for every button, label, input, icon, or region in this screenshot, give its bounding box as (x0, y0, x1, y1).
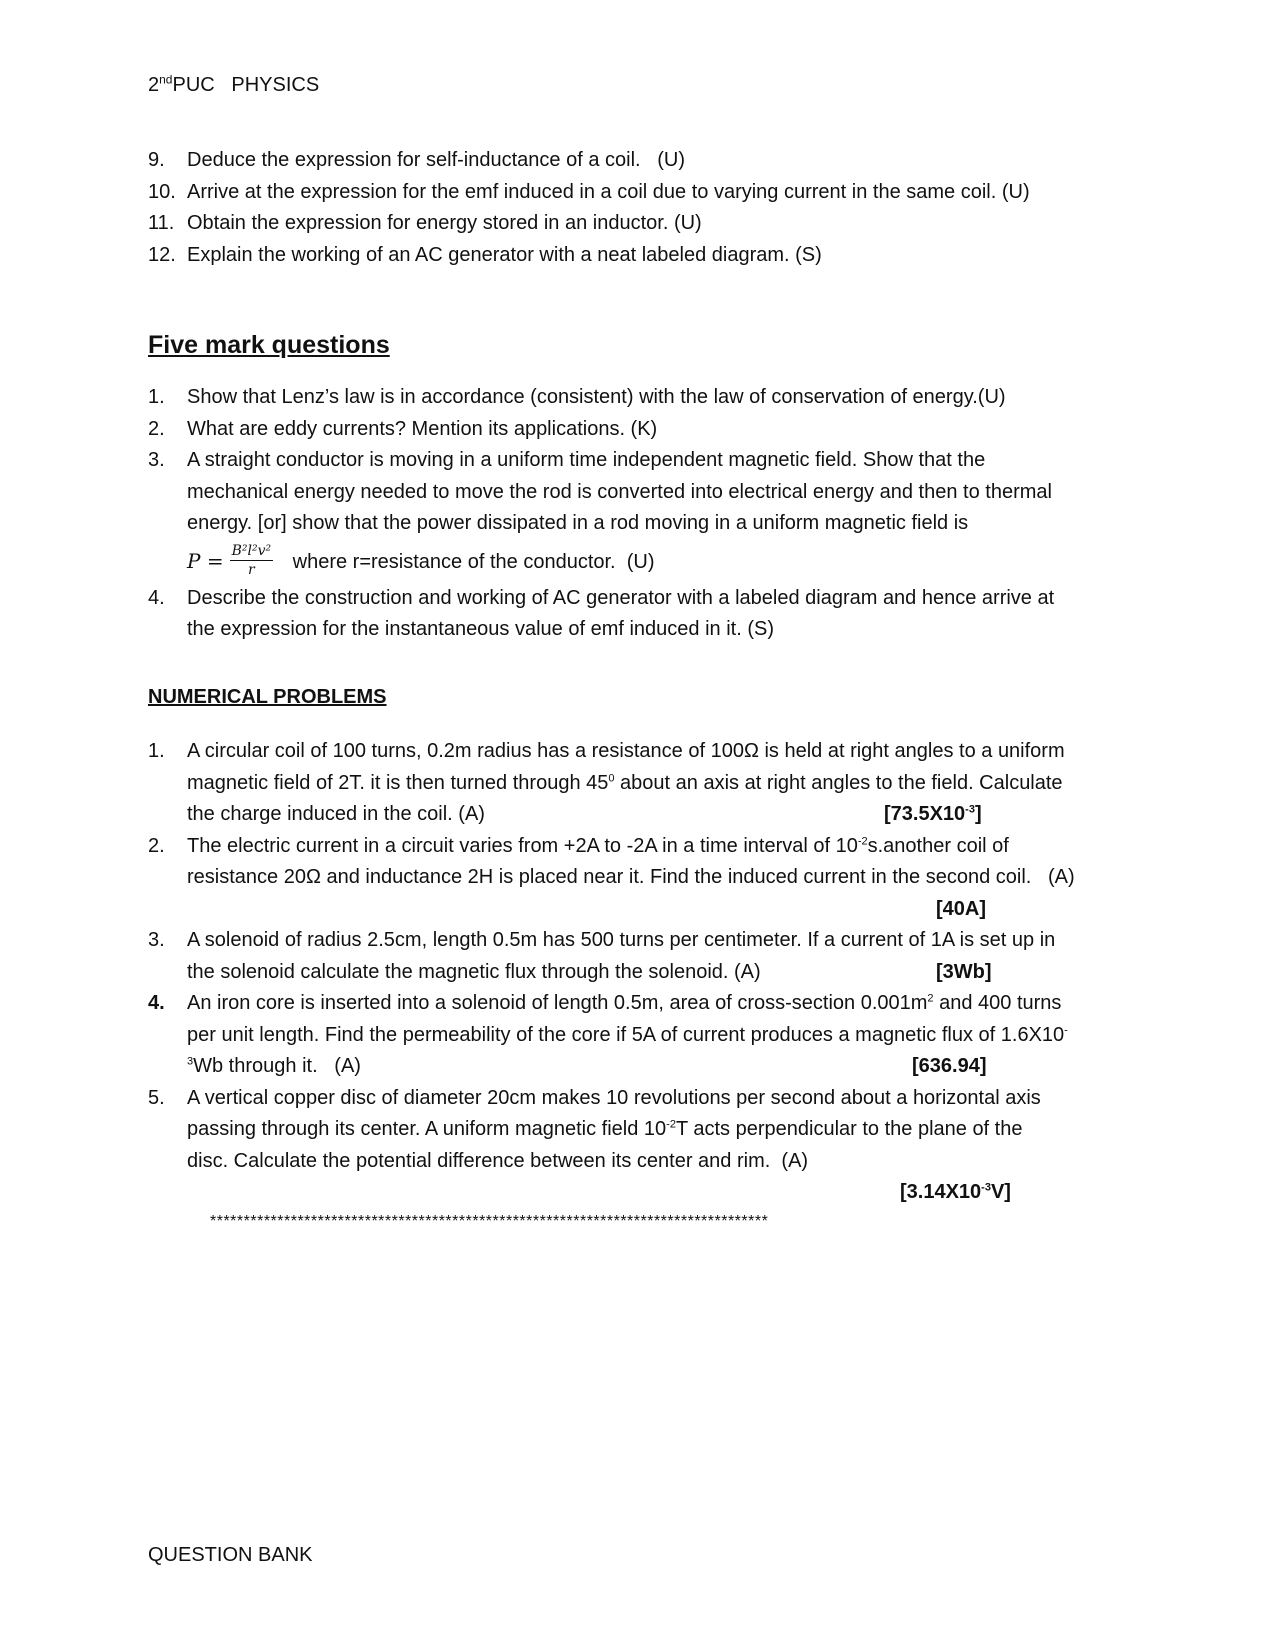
list-item: 5. A vertical copper disc of diameter 20cm makes 10 revolutions per second about a horizontal axis passing through its center. A uniform magnetic field $10^{-2}T$ acts perpendicular to the plane of the disc. Calculate the potential difference between its center and rim. (A) $[3.14X10^{-3}V]$ (148, 1083, 1123, 1209)
intro-question-list (148, 145, 1123, 271)
section-title-numerical: NUMERICAL PROBLEMS (148, 686, 387, 708)
list-item: 9. Deduce the expression for self-inductance of a coil. (U) (148, 149, 686, 171)
list-item: 12. Explain the working of an AC generator with a neat labeled diagram. (S) (148, 243, 822, 266)
list-item: 2. What are eddy currents? Mention its applications. (K) (148, 417, 658, 440)
page-header (148, 74, 319, 97)
answer-label: [40A] (936, 897, 987, 920)
section-title-five-mark: Five mark questions (148, 331, 390, 359)
page-footer: QUESTION BANK (148, 1544, 313, 1566)
list-item: 2. The electric current in a circuit varies from +2A to -2A in a time interval of $10^{-2}s.another$ coil of resistance 20Ω and inductance 2H is placed near it. Find the induced current in the second coil. (A) [40A] (148, 831, 1123, 926)
power-formula: P = $\frac{\text{B²l²v²}}{r}$ (187, 543, 272, 578)
list-item: 4. Describe the construction and working of AC generator with a labeled diagram and hence arrive at the expression for the instantaneous value of emf induced in it. (S) (148, 586, 1055, 640)
header-prefix: 2 (148, 74, 160, 96)
numerical-problem-list (148, 736, 1123, 1209)
power-formula-line: P = $\frac{\text{B²l²v²}}{r}$ where r=resistance of the conductor. (U) (187, 540, 1123, 583)
header-superscript: nd (159, 72, 173, 87)
header-text: PUC PHYSICS (172, 74, 320, 96)
answer-label: $[73.5X10^{-3}]$ (884, 803, 982, 825)
answer-label: [3Wb] (936, 960, 992, 983)
list-item: 1. A circular coil of 100 turns, 0.2m radius has a resistance of 100Ω is held at right angles to a uniform magnetic field of 2T. it is then turned through $45^0$ about an axis at right angles to the field. Calculate the charge induced in the coil. (A) $[73.5X10^{-3}]$ (148, 736, 1123, 831)
list-item: 3. A straight conductor is moving in a uniform time independent magnetic field. Show that the mechanical energy needed to move the rod is converted into electrical energy and then to thermal energy. [or] show that the power dissipated in a rod moving in a uniform magnetic field is P = $\frac{\text{B²l²v²}}{r}$ where r=resistance of the conductor. (U) (148, 445, 1123, 583)
list-item: 10. Arrive at the expression for the emf induced in a coil due to varying current in the same coil. (U) (148, 180, 1030, 203)
five-mark-question-list (148, 382, 1123, 646)
asterisk-divider: *********************************************************************************** (210, 1213, 769, 1230)
list-item: 4. An iron core is inserted into a solenoid of length 0.5m, area of cross-section $0.001m^2$ and 400 turns per unit length. Find the permeability of the core if 5A of current produces a magnetic flux of 1.6X10- $^3$Wb through it. (A) [636.94] (148, 988, 1123, 1083)
list-item: 1. Show that Lenz’s law is in accordance (consistent) with the law of conservation of energy.(U) (148, 386, 1006, 408)
list-item: 3. A solenoid of radius 2.5cm, length 0.5m has 500 turns per centimeter. If a current of 1A is set up in the solenoid calculate the magnetic flux through the solenoid. (A) [3Wb] (148, 925, 1123, 988)
answer-label: $[3.14X10^{-3}V]$ (900, 1181, 1011, 1203)
answer-label: [636.94] (912, 1055, 987, 1077)
formula-fraction: $\frac{\text{B²l²v²}}{r}$ (231, 543, 272, 578)
list-item: 11. Obtain the expression for energy stored in an inductor. (U) (148, 212, 702, 234)
